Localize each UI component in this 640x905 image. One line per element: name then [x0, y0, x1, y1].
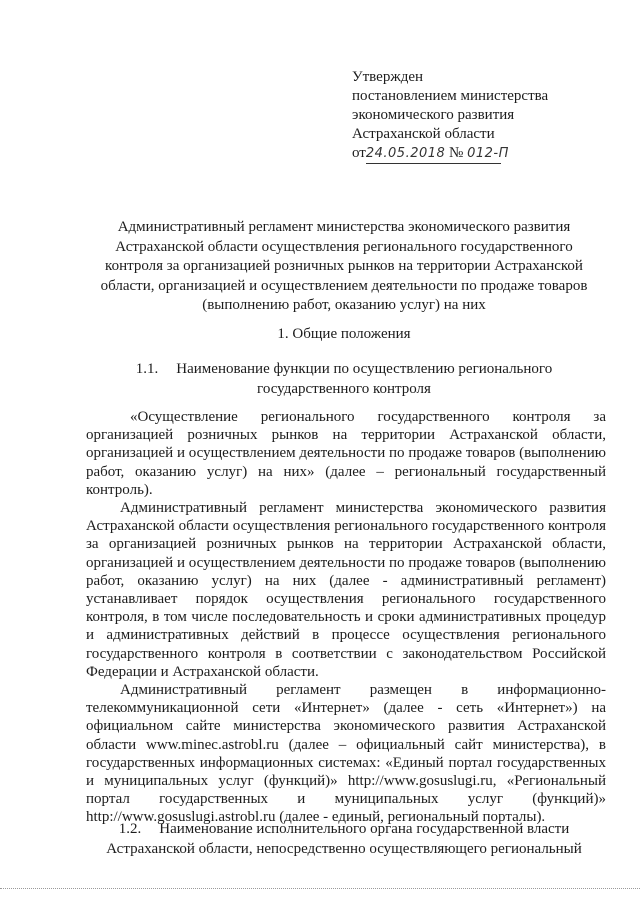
approval-number-handwritten: 012-П: [467, 146, 509, 161]
title-line: Астраханской области осуществления регионального государственного: [115, 238, 573, 255]
subsection-number: 1.1.: [135, 361, 159, 377]
approval-date-handwritten: 24.05.2018: [365, 146, 446, 161]
title-line: контроля за организацией розничных рынков на территории Астраханской: [105, 258, 583, 274]
subsection-title-line: Астраханской области, непосредственно осуществляющего региональный: [106, 840, 582, 857]
subsection-heading-executive-body: [84, 820, 604, 859]
subsection-title-line: Наименование функции по осуществлению регионального: [176, 361, 553, 377]
approval-number-sign: №: [449, 145, 464, 161]
document-title: [84, 218, 604, 316]
approval-line-date-number: [352, 144, 612, 164]
paragraph: Административный регламент размещен в информационно-телекоммуникационной сети «Интернет» (далее - сеть «Интернет») на официальном сайте министерства экономического развития Астраханской области www.minec.astrobl.ru (далее – официальный сайт министерства), в государственных информационных системах: «Единый портал государственных и муниципальных услуг (функций)» http://www.gosuslugi.ru, «Региональный портал государственных и муниципальных услуг (функций)» http://www.gosuslugi.astrobl.ru (далее - единый, региональный порталы).: [86, 682, 606, 826]
subsection-title-line: государственного контроля: [257, 380, 431, 397]
body-text: [86, 408, 606, 827]
approval-date-fill: [365, 144, 509, 164]
title-line: (выполнению работ, оказанию услуг) на них: [202, 297, 486, 313]
scan-edge-line: [0, 888, 640, 889]
paragraph: «Осуществление регионального государственного контроля за организацией розничных рынков на территории Астраханской области, организацией и осуществлением деятельности по продаже товаров (выполнению работ, оказанию услуг) на них» (далее – региональный государственный контроль).: [86, 409, 606, 498]
approval-line-approved: Утвержден: [352, 69, 424, 85]
section-heading-general: [84, 325, 604, 345]
section-number: 1.: [277, 326, 289, 342]
subsection-heading-function-name: [84, 360, 604, 399]
subsection-title-line: Наименование исполнительного органа государственной власти: [159, 821, 570, 837]
title-line: области, организацией и осуществлением деятельности по продаже товаров: [100, 277, 588, 294]
approval-date-prefix: от: [352, 145, 366, 161]
subsection-number: 1.2.: [118, 821, 142, 837]
paragraph: Административный регламент министерства экономического развития Астраханской области осуществления регионального государственного контроля за организацией розничных рынков на территории Астраханской области, организацией и осуществлением деятельности по продаже товаров (выполнению работ, оказанию услуг) на них (далее - административный регламент) устанавливает порядок осуществления регионального государственного контроля, в том числе последовательность и сроки административных процедур и административных действий в процессе осуществления регионального государственного контроля в соответствии с законодательством Российской Федерации и Астраханской области.: [86, 500, 606, 680]
approval-line-resolution: постановлением министерства: [352, 88, 549, 104]
section-title: Общие положения: [292, 326, 411, 342]
title-line: Административный регламент министерства экономического развития: [117, 219, 571, 235]
approval-block: [352, 68, 612, 164]
approval-line-region: Астраханской области: [352, 126, 495, 142]
approval-line-ministry: экономического развития: [352, 107, 515, 123]
